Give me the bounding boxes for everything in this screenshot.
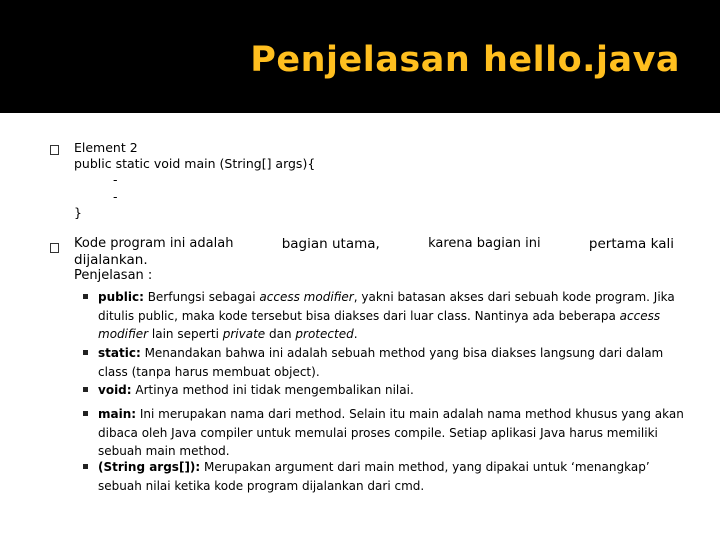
subitem-term: public: <box>98 290 144 304</box>
subitem-italic: private <box>222 327 266 341</box>
subitem-text: . <box>353 327 358 341</box>
subitem-term: static: <box>98 346 141 360</box>
item1-dash2: - <box>113 189 118 204</box>
subitem-main <box>98 405 690 461</box>
subitem-italic: access modifier <box>259 290 354 304</box>
subitem-term: (String args[]): <box>98 460 201 474</box>
square-bullet-icon <box>83 387 88 392</box>
item2-text-a: Kode program ini adalah <box>74 236 234 251</box>
title-bar <box>0 0 720 113</box>
square-bullet-icon <box>83 411 88 416</box>
item2-text-d: pertama kali <box>588 236 674 252</box>
item1-line1: Element 2 <box>74 140 138 155</box>
item1-line2: public static void main (String[] args){ <box>74 156 316 171</box>
subitem-string-args <box>98 458 690 495</box>
subitem-text: dan <box>265 327 296 341</box>
item2-line3: Penjelasan : <box>74 268 153 283</box>
square-bullet-icon <box>83 350 88 355</box>
subitem-italic: protected <box>295 327 354 341</box>
square-bullet-icon <box>83 294 88 299</box>
item2-text-b: bagian utama, <box>281 236 380 252</box>
bullet-box-icon <box>50 243 59 253</box>
item2-line2: dijalankan. <box>74 252 148 268</box>
square-bullet-icon <box>83 464 88 469</box>
subitem-term: void: <box>98 383 132 397</box>
subitem-text: Merupakan argument dari main method, yang dipakai untuk ‘menangkap’ sebuah nilai ketika kode program dijalankan dari cmd. <box>98 460 650 493</box>
item2-line1 <box>74 236 674 252</box>
subitem-void <box>98 381 690 400</box>
subitem-static <box>98 344 690 381</box>
item1-dash1: - <box>113 172 118 187</box>
item1-close-brace: } <box>74 205 82 220</box>
item2-text-c: karena bagian ini <box>428 236 541 251</box>
subitem-text: , yakni batasan akses dari sebuah kode program. Jika ditulis public, maka kode tersebut bisa diakses dari luar class. Nantinya ada beberapa <box>98 290 675 323</box>
subitem-text: Berfungsi sebagai <box>143 290 260 304</box>
subitem-text: Menandakan bahwa ini adalah sebuah method yang bisa diakses langsung dari dalam class (tanpa harus membuat object). <box>98 346 664 379</box>
subitem-text: Artinya method ini tidak mengembalikan nilai. <box>131 383 414 397</box>
subitem-text: Ini merupakan nama dari method. Selain itu main adalah nama method khusus yang akan dibaca oleh Java compiler untuk memulai proses compile. Setiap aplikasi Java harus memiliki sebuah main method. <box>98 407 684 458</box>
subitem-italic: access modifier <box>98 308 661 341</box>
subitem-public <box>98 288 690 344</box>
slide-title: Penjelasan hello.java <box>250 40 680 80</box>
bullet-box-icon <box>50 145 59 155</box>
subitem-text: lain seperti <box>148 327 223 341</box>
subitem-term: main: <box>98 407 137 421</box>
